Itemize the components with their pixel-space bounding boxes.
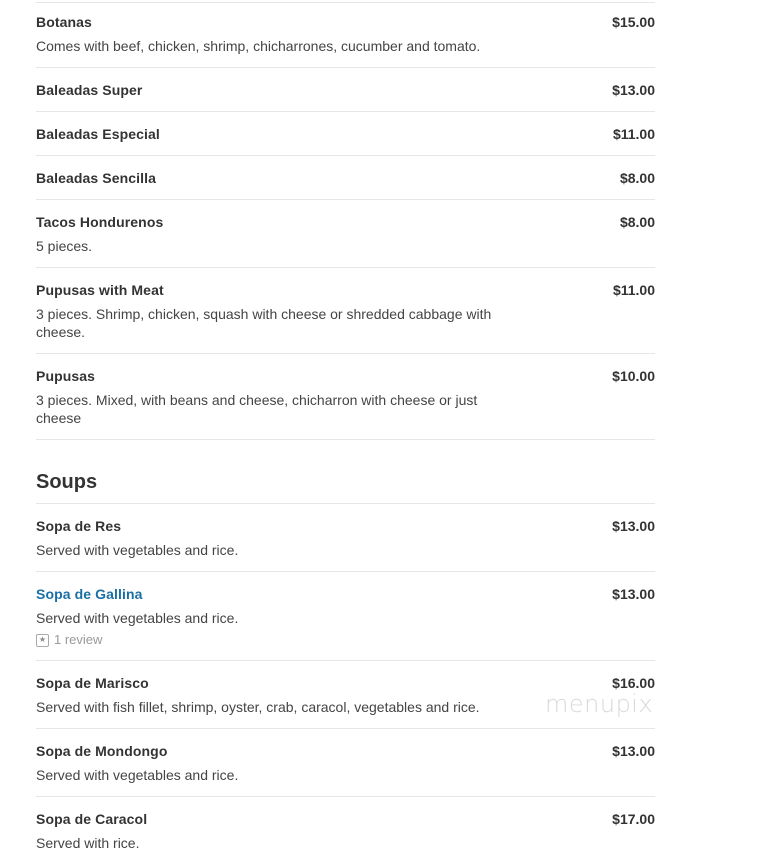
menu-item-price: $8.00	[619, 170, 655, 186]
menu-item-description: Served with vegetables and rice.	[36, 767, 239, 783]
menu-item-name: Tacos Hondurenos	[36, 214, 164, 230]
section-title: Soups	[36, 440, 655, 504]
menu-item-price: $17.00	[612, 811, 655, 827]
menu-item-price: $13.00	[612, 743, 655, 759]
review-icon: ★	[36, 634, 49, 647]
menu-item-price: $10.00	[612, 368, 655, 384]
menu-item-description: 3 pieces. Mixed, with beans and cheese, chicharron with cheese or just cheese	[36, 392, 478, 426]
menu-item-name: Sopa de Res	[36, 518, 122, 534]
review-count: 1 review	[54, 632, 103, 647]
menu-item-price: $8.00	[619, 214, 655, 230]
menu-item-description: 3 pieces. Shrimp, chicken, squash with cheese or shredded cabbage with cheese.	[36, 306, 492, 340]
menu-item-name: Botanas	[36, 14, 92, 30]
menu-item-price: $13.00	[612, 82, 655, 98]
menu-item-description: Served with fish fillet, shrimp, oyster, crab, caracol, vegetables and rice.	[36, 699, 480, 715]
menu-item-name-link[interactable]: Sopa de Gallina	[36, 586, 143, 602]
menu-item	[36, 572, 655, 661]
menu-item-name: Baleadas Sencilla	[36, 170, 156, 186]
menu-item	[36, 354, 655, 440]
menu-item-description: Served with vegetables and rice.	[36, 542, 239, 558]
menu-item-name: Sopa de Marisco	[36, 675, 149, 691]
menu-item	[36, 112, 655, 156]
menu-item-name: Pupusas with Meat	[36, 282, 164, 298]
menu-item-name: Sopa de Mondongo	[36, 743, 168, 759]
menu-item-price: $15.00	[612, 14, 655, 30]
menu-item-price: $16.00	[612, 675, 655, 691]
menu-item	[36, 0, 655, 68]
menu-item	[36, 68, 655, 112]
menu-item-price: $11.00	[612, 282, 655, 298]
menu-item-name: Baleadas Super	[36, 82, 143, 98]
menu-item-description: 5 pieces.	[36, 238, 93, 254]
menu-item	[36, 797, 655, 864]
menu-item-price: $13.00	[612, 518, 655, 534]
menu-item-description: Served with vegetables and rice.	[36, 610, 239, 626]
menu-item-name: Sopa de Caracol	[36, 811, 148, 827]
menu-item	[36, 268, 655, 354]
review-link[interactable]	[36, 632, 655, 648]
menu-item-description: Served with rice.	[36, 835, 140, 851]
menu-item-price: $11.00	[612, 126, 655, 142]
menu-list	[36, 0, 655, 864]
menu-item-price: $13.00	[612, 586, 655, 602]
menu-item	[36, 156, 655, 200]
menu-item	[36, 200, 655, 268]
watermark-logo: menupix	[545, 690, 654, 718]
menu-item-name: Pupusas	[36, 368, 96, 384]
menu-item-name: Baleadas Especial	[36, 126, 160, 142]
menu-item	[36, 504, 655, 572]
menu-item-description: Comes with beef, chicken, shrimp, chicharrones, cucumber and tomato.	[36, 38, 481, 54]
